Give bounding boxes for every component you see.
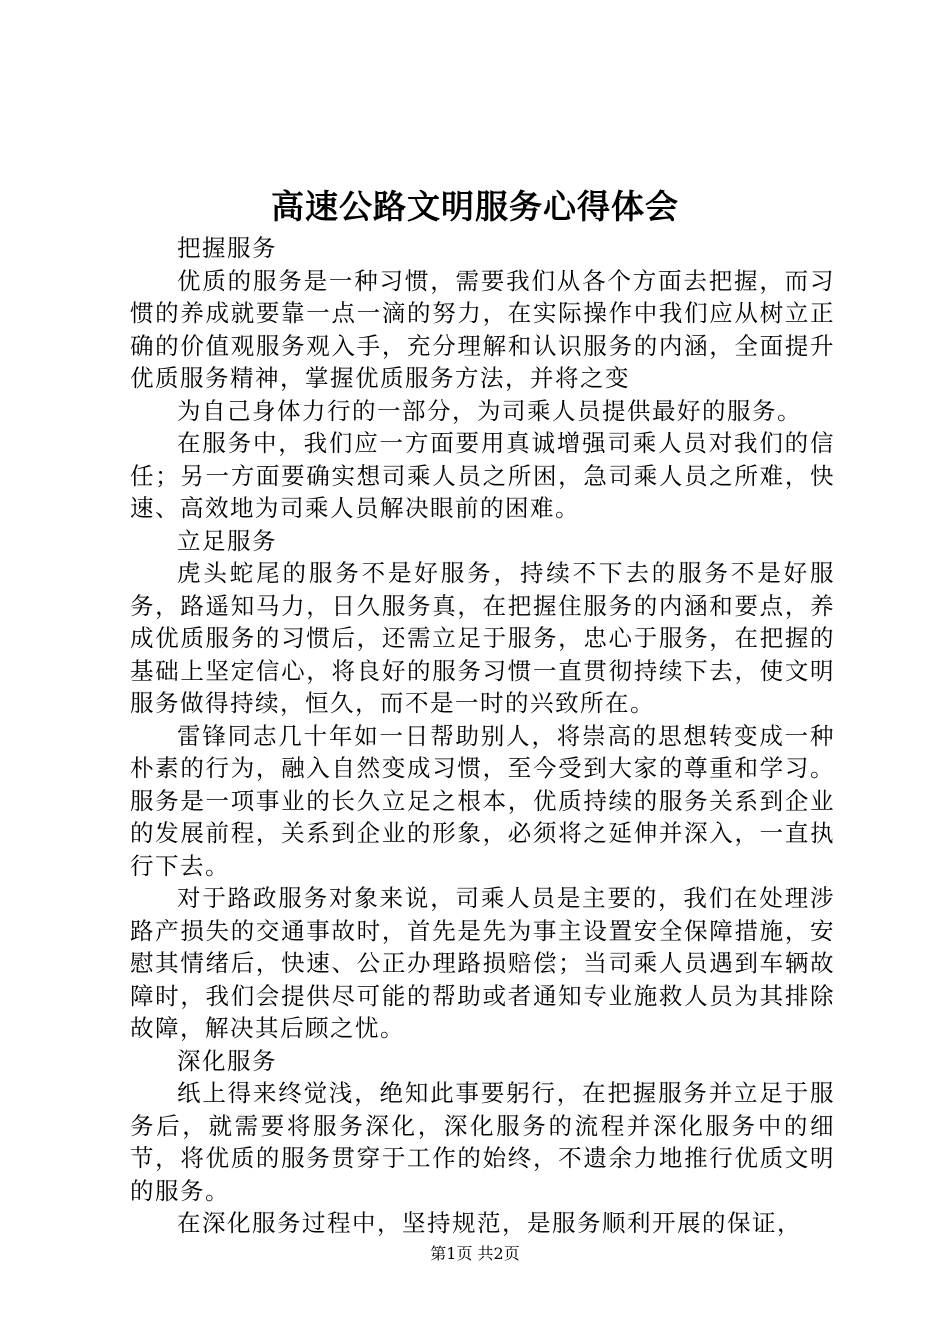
paragraph: 优质的服务是一种习惯，需要我们从各个方面去把握，而习惯的养成就要靠一点一滴的努力，在实际操作中我们应从树立正确的价值观服务观入手，充分理解和认识服务的内涵，全面提升优质服务精神，掌握优质服务方法，并将之变 — [130, 266, 835, 392]
section-heading: 立足服务 — [177, 526, 277, 555]
paragraph: 纸上得来终觉浅，绝知此事要躬行，在把握服务并立足于服务后，就需要将服务深化，深化服务的流程并深化服务中的细节，将优质的服务贯穿于工作的始终，不遗余力地推行优质文明的服务。 — [130, 1079, 835, 1205]
paragraph: 虎头蛇尾的服务不是好服务，持续不下去的服务不是好服务，路遥知马力，日久服务真，在把握住服务的内涵和要点，养成优质服务的习惯后，还需立足于服务，忠心于服务，在把握的基础上坚定信心，将良好的服务习惯一直贯彻持续下去，使文明服务做得持续，恒久，而不是一时的兴致所在。 — [130, 559, 835, 717]
page-number-footer: 第1页 共2页 — [430, 1244, 520, 1263]
section-heading: 把握服务 — [177, 234, 277, 262]
paragraph: 对于路政服务对象来说，司乘人员是主要的，我们在处理涉路产损失的交通事故时，首先是先为事主设置安全保障措施，安慰其情绪后，快速、公正办理路损赔偿；当司乘人员遇到车辆故障时，我们会提供尽可能的帮助或者通知专业施救人员为其排除故障，解决其后顾之忧。 — [130, 884, 835, 1042]
paragraph: 在服务中，我们应一方面要用真诚增强司乘人员对我们的信任；另一方面要确实想司乘人员之所困，急司乘人员之所难，快速、高效地为司乘人员解决眼前的困难。 — [130, 429, 835, 522]
document-title: 高速公路文明服务心得体会 — [271, 187, 679, 226]
paragraph: 在深化服务过程中，坚持规范，是服务顺利开展的保证， — [177, 1209, 802, 1237]
paragraph: 为自己身体力行的一部分，为司乘人员提供最好的服务。 — [177, 396, 802, 425]
section-heading: 深化服务 — [177, 1046, 277, 1075]
document-body — [130, 232, 835, 1240]
paragraph: 雷锋同志几十年如一日帮助别人，将崇高的思想转变成一种朴素的行为，融入自然变成习惯，至今受到大家的尊重和学习。服务是一项事业的长久立足之根本，优质持续的服务关系到企业的发展前程，关系到企业的形象，必须将之延伸并深入，一直执行下去。 — [130, 721, 835, 880]
